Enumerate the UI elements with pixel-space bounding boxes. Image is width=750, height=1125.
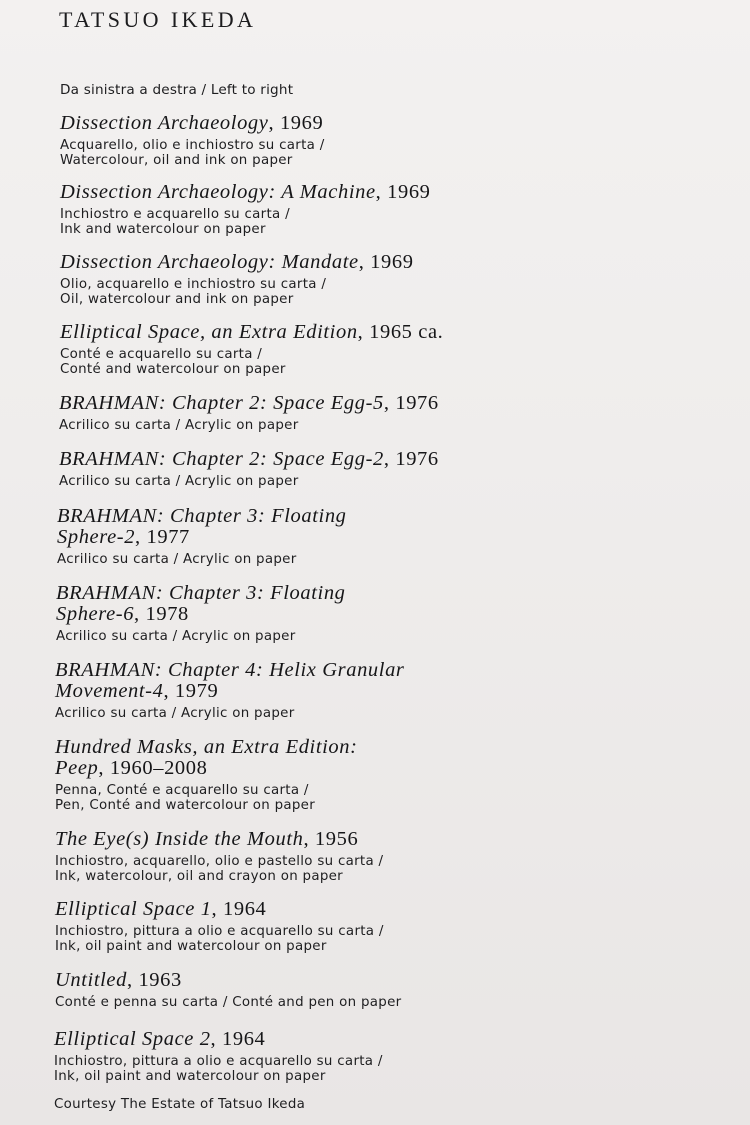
work-title-line: Dissection Archaeology: Mandate, 1969: [60, 251, 414, 273]
work-medium-line: Conté e penna su carta / Conté and pen on paper: [55, 995, 402, 1010]
artist-name: TATSUO IKEDA: [59, 7, 257, 32]
work-title: [55, 899, 745, 920]
work-medium-line: Acquarello, olio e inchiostro su carta /: [60, 138, 325, 153]
work-year: 1976: [395, 448, 439, 470]
work-medium-line: Inchiostro, pittura a olio e acquarello su carta /: [55, 924, 384, 939]
work-medium-line: Conté e acquarello su carta /: [60, 347, 263, 362]
work-medium: [60, 138, 750, 168]
work-title-text: Untitled: [55, 969, 127, 991]
work-title: [56, 583, 746, 625]
work-title-text: The Eye(s) Inside the Mouth: [55, 828, 304, 850]
work-year: 1964: [223, 898, 267, 920]
work-title-line: Movement-4, 1979: [55, 680, 219, 702]
work-title-text: Peep: [55, 757, 99, 779]
work-title-text: BRAHMAN: Chapter 4: Helix Granular: [55, 659, 405, 681]
work-title-line: [55, 660, 745, 681]
work-entry: [55, 829, 745, 884]
work-medium-line: Ink, oil paint and watercolour on paper: [54, 1069, 326, 1084]
work-title-text: BRAHMAN: Chapter 2: Space Egg-2: [59, 448, 384, 470]
work-title-line: The Eye(s) Inside the Mouth, 1956: [55, 828, 359, 850]
work-title-line: BRAHMAN: Chapter 2: Space Egg-2, 1976: [59, 448, 439, 470]
work-title-text: Dissection Archaeology: [60, 112, 269, 134]
work-medium: [55, 783, 745, 813]
work-year: 1969: [387, 181, 431, 203]
work-entry: [60, 113, 750, 168]
work-medium: [55, 706, 745, 721]
work-title-text: Elliptical Space 1: [55, 898, 212, 920]
work-year: 1969: [370, 251, 414, 273]
work-title-text: BRAHMAN: Chapter 2: Space Egg-5: [59, 392, 384, 414]
work-title: [55, 829, 745, 850]
work-year: 1956: [314, 828, 359, 850]
work-medium-line: Inchiostro, pittura a olio e acquarello su carta /: [54, 1054, 383, 1069]
work-year: 1964: [222, 1028, 266, 1050]
work-title-line: Elliptical Space 1, 1964: [55, 898, 267, 920]
work-entry: [54, 1029, 744, 1084]
work-title: [55, 737, 745, 779]
work-title-line: Untitled, 1963: [55, 969, 182, 991]
work-title: [60, 113, 750, 134]
work-title-line: [57, 506, 747, 527]
work-year: 1960–2008: [109, 757, 208, 779]
work-year: 1963: [138, 969, 182, 991]
work-medium-line: Acrilico su carta / Acrylic on paper: [59, 418, 299, 433]
work-medium-line: Inchiostro e acquarello su carta /: [60, 207, 290, 222]
work-title-line: Sphere-6, 1978: [56, 603, 189, 625]
work-medium: [59, 418, 749, 433]
work-title-text: Dissection Archaeology: A Machine: [60, 181, 376, 203]
work-medium-line: Watercolour, oil and ink on paper: [60, 153, 293, 168]
work-title-text: Dissection Archaeology: Mandate: [60, 251, 359, 273]
work-title-text: Sphere-2: [57, 526, 136, 548]
work-entry: [59, 449, 749, 489]
work-medium-line: Inchiostro, acquarello, olio e pastello su carta /: [55, 854, 384, 869]
work-medium: [55, 854, 745, 884]
work-year: 1979: [174, 680, 219, 702]
work-medium-line: Acrilico su carta / Acrylic on paper: [56, 629, 296, 644]
work-year: 1978: [145, 603, 189, 625]
work-medium: [55, 995, 745, 1010]
work-title: [59, 449, 749, 470]
work-medium-line: Ink and watercolour on paper: [60, 222, 266, 237]
work-entry: [59, 393, 749, 433]
work-entry: [56, 583, 746, 644]
work-title-line: Elliptical Space 2, 1964: [54, 1028, 266, 1050]
work-entry: [57, 506, 747, 567]
work-title-text: BRAHMAN: Chapter 3: Floating: [56, 582, 346, 604]
work-entry: [60, 252, 750, 307]
work-title: [60, 252, 750, 273]
work-medium: [60, 347, 750, 377]
work-title: [57, 506, 747, 548]
work-title-line: Sphere-2, 1977: [57, 526, 190, 548]
work-entry: [55, 970, 745, 1010]
work-title-line: [55, 737, 745, 758]
work-medium: [60, 207, 750, 237]
work-medium-line: Olio, acquarello e inchiostro su carta /: [60, 277, 327, 292]
work-medium-line: Oil, watercolour and ink on paper: [60, 292, 294, 307]
work-year: 1969: [279, 112, 324, 134]
work-medium: [60, 277, 750, 307]
work-medium: [56, 629, 746, 644]
work-year: 1977: [146, 526, 190, 548]
work-title-line: Elliptical Space, an Extra Edition, 1965 ca.: [60, 321, 444, 343]
work-medium-line: Penna, Conté e acquarello su carta /: [55, 783, 309, 798]
work-title: [60, 322, 750, 343]
work-title: [59, 393, 749, 414]
work-title: [60, 182, 750, 203]
work-title-line: BRAHMAN: Chapter 2: Space Egg-5, 1976: [59, 392, 439, 414]
work-title-text: Elliptical Space, an Extra Edition: [60, 321, 358, 343]
work-medium: [57, 552, 747, 567]
work-medium-line: Acrilico su carta / Acrylic on paper: [59, 474, 299, 489]
work-medium-line: Acrilico su carta / Acrylic on paper: [55, 706, 295, 721]
work-entry: [60, 322, 750, 377]
work-title-line: Dissection Archaeology: A Machine, 1969: [60, 181, 431, 203]
work-title-text: Movement-4: [55, 680, 164, 702]
work-medium: [54, 1054, 744, 1084]
work-title-text: BRAHMAN: Chapter 3: Floating: [57, 505, 347, 527]
work-title-text: Hundred Masks, an Extra Edition:: [55, 736, 358, 758]
work-title-line: [56, 583, 746, 604]
work-medium: [55, 924, 745, 954]
work-year: 1976: [395, 392, 439, 414]
work-entry: [55, 899, 745, 954]
work-entry: [60, 182, 750, 237]
work-year: 1965 ca.: [369, 321, 444, 343]
work-medium: [59, 474, 749, 489]
work-medium-line: Ink, watercolour, oil and crayon on paper: [55, 869, 343, 884]
work-title: [55, 660, 745, 702]
work-title-text: Elliptical Space 2: [54, 1028, 211, 1050]
work-entry: [55, 737, 745, 813]
work-entry: [55, 660, 745, 721]
courtesy-line: Courtesy The Estate of Tatsuo Ikeda: [54, 1097, 306, 1112]
work-title-text: Sphere-6: [56, 603, 135, 625]
work-title: [54, 1029, 744, 1050]
reading-direction: Da sinistra a destra / Left to right: [60, 82, 294, 98]
work-medium-line: Pen, Conté and watercolour on paper: [55, 798, 316, 813]
work-medium-line: Acrilico su carta / Acrylic on paper: [57, 552, 297, 567]
work-medium-line: Ink, oil paint and watercolour on paper: [55, 939, 327, 954]
work-title-line: Peep, 1960–2008: [55, 757, 208, 779]
work-title: [55, 970, 745, 991]
work-medium-line: Conté and watercolour on paper: [60, 362, 286, 377]
work-title-line: Dissection Archaeology, 1969: [60, 112, 324, 134]
